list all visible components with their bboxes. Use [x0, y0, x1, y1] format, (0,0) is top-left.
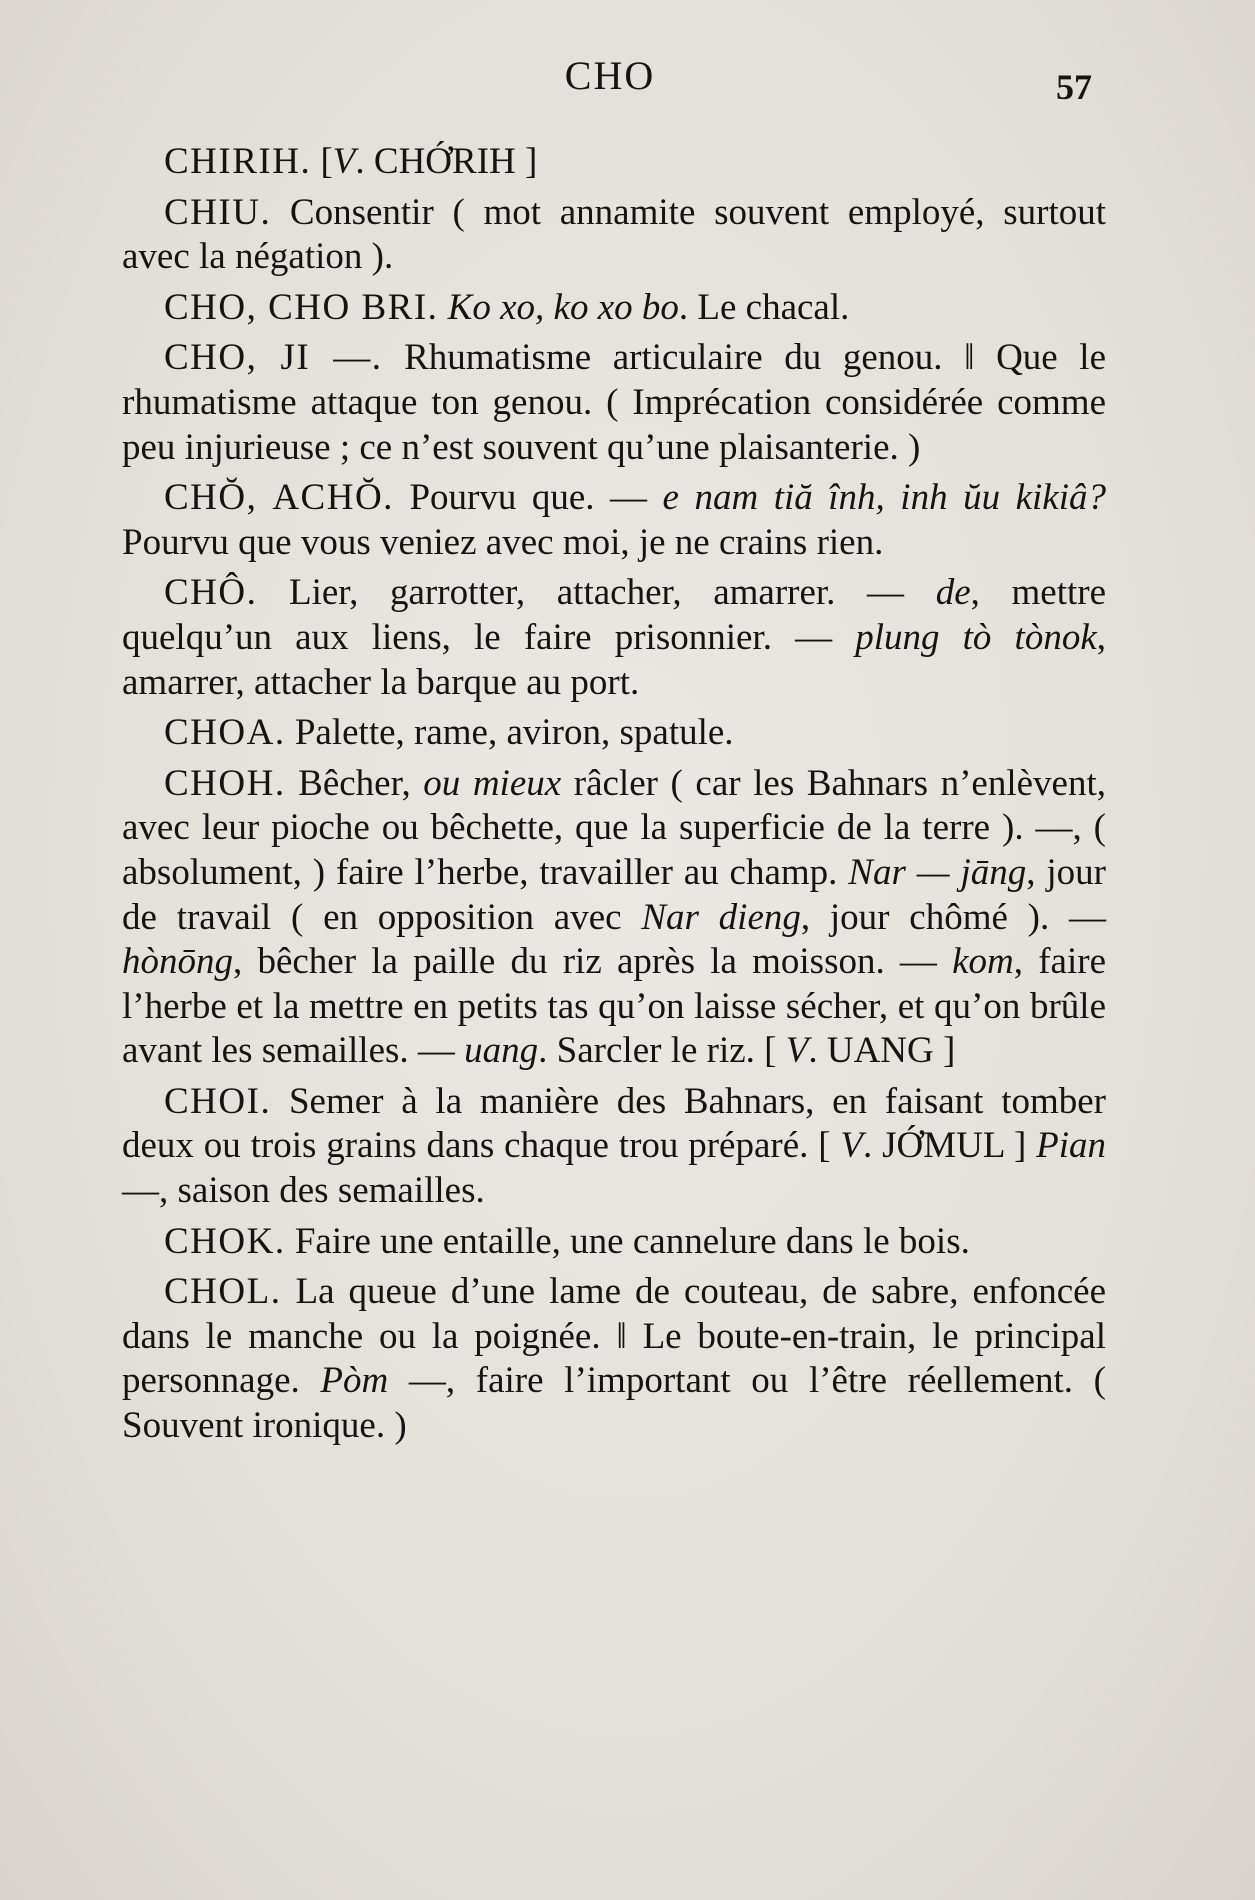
- entry-cho-bri: CHO, CHO BRI. Ko xo, ko xo bo. Le chacal.: [164, 286, 850, 328]
- headword: CHOK.: [164, 1220, 286, 1262]
- headword: CHO, JI —.: [164, 337, 383, 379]
- entry-choi: CHOI. Semer à la manière des Bahnars, en faisant tomber deux ou trois grains dans chaque trou préparé. [ V. JỚMUL ] Pian —, saison des semailles.: [122, 1080, 1106, 1212]
- headword: CHOI.: [164, 1080, 272, 1122]
- headword: CHOL.: [164, 1271, 282, 1313]
- entry-choh: CHOH. Bêcher, ou mieux râcler ( car les Bahnars n’enlèvent, avec leur pioche ou bêchette, que la superficie de la terre ). —, ( absolument, ) faire l’herbe, travailler au champ. Nar — jāng, jour de travail ( en opposition avec Nar dieng, jour chômé ). — hònōng, bêcher la paille du riz après la moisson. — kom, faire l’herbe et la mettre en petits tas qu’on laisse sécher, et qu’on brûle avant les semailles. — uang. Sarcler le riz. [ V. UANG ]: [122, 762, 1107, 1072]
- headword: CHOH.: [164, 762, 286, 804]
- entry-cho-ji: CHO, JI —. Rhumatisme articulaire du genou. ‖ Que le rhumatisme attaque ton genou. ( Imprécation considérée comme peu injurieuse ; ce n’est souvent qu’une plaisanterie. ): [122, 337, 1106, 468]
- headword: CHŎ, ACHŎ.: [164, 477, 394, 519]
- entry-chol: CHOL. La queue d’une lame de couteau, de sabre, enfoncée dans le manche ou la poignée. ‖ Le boute-en-train, le principal personnage. Pòm —, faire l’important ou l’être réellement. ( Souvent ironique. ): [122, 1271, 1106, 1447]
- entry-choa: CHOA. Palette, rame, aviron, spatule.: [164, 712, 734, 754]
- entry-chiu: CHIU. Consentir ( mot annamite souvent employé, surtout avec la négation ).: [122, 191, 1106, 278]
- entry-chok: CHOK. Faire une entaille, une cannelure dans le bois.: [164, 1220, 970, 1262]
- running-head: CHO: [564, 53, 656, 98]
- headword: CHO, CHO BRI.: [164, 286, 439, 328]
- headword: CHOA.: [164, 712, 286, 754]
- dictionary-body: [122, 140, 1106, 1455]
- page-number: 57: [1056, 67, 1092, 107]
- headword: CHIRIH.: [164, 141, 312, 182]
- headword: CHIU.: [164, 191, 272, 233]
- entry-cho-breve: CHŎ, ACHŎ. Pourvu que. — e nam tiă înh, inh ŭu kikiâ? Pourvu que vous veniez avec moi, je ne crains rien.: [122, 477, 1107, 563]
- headword: CHÔ.: [164, 572, 258, 614]
- entry-cho-circumflex: CHÔ. Lier, garrotter, attacher, amarrer. — de, mettre quelqu’un aux liens, le faire prisonnier. — plung tò tònok, amarrer, attacher la barque au port.: [122, 572, 1106, 703]
- entry-chirih: CHIRIH. [V. CHỚRIH ]: [164, 141, 538, 182]
